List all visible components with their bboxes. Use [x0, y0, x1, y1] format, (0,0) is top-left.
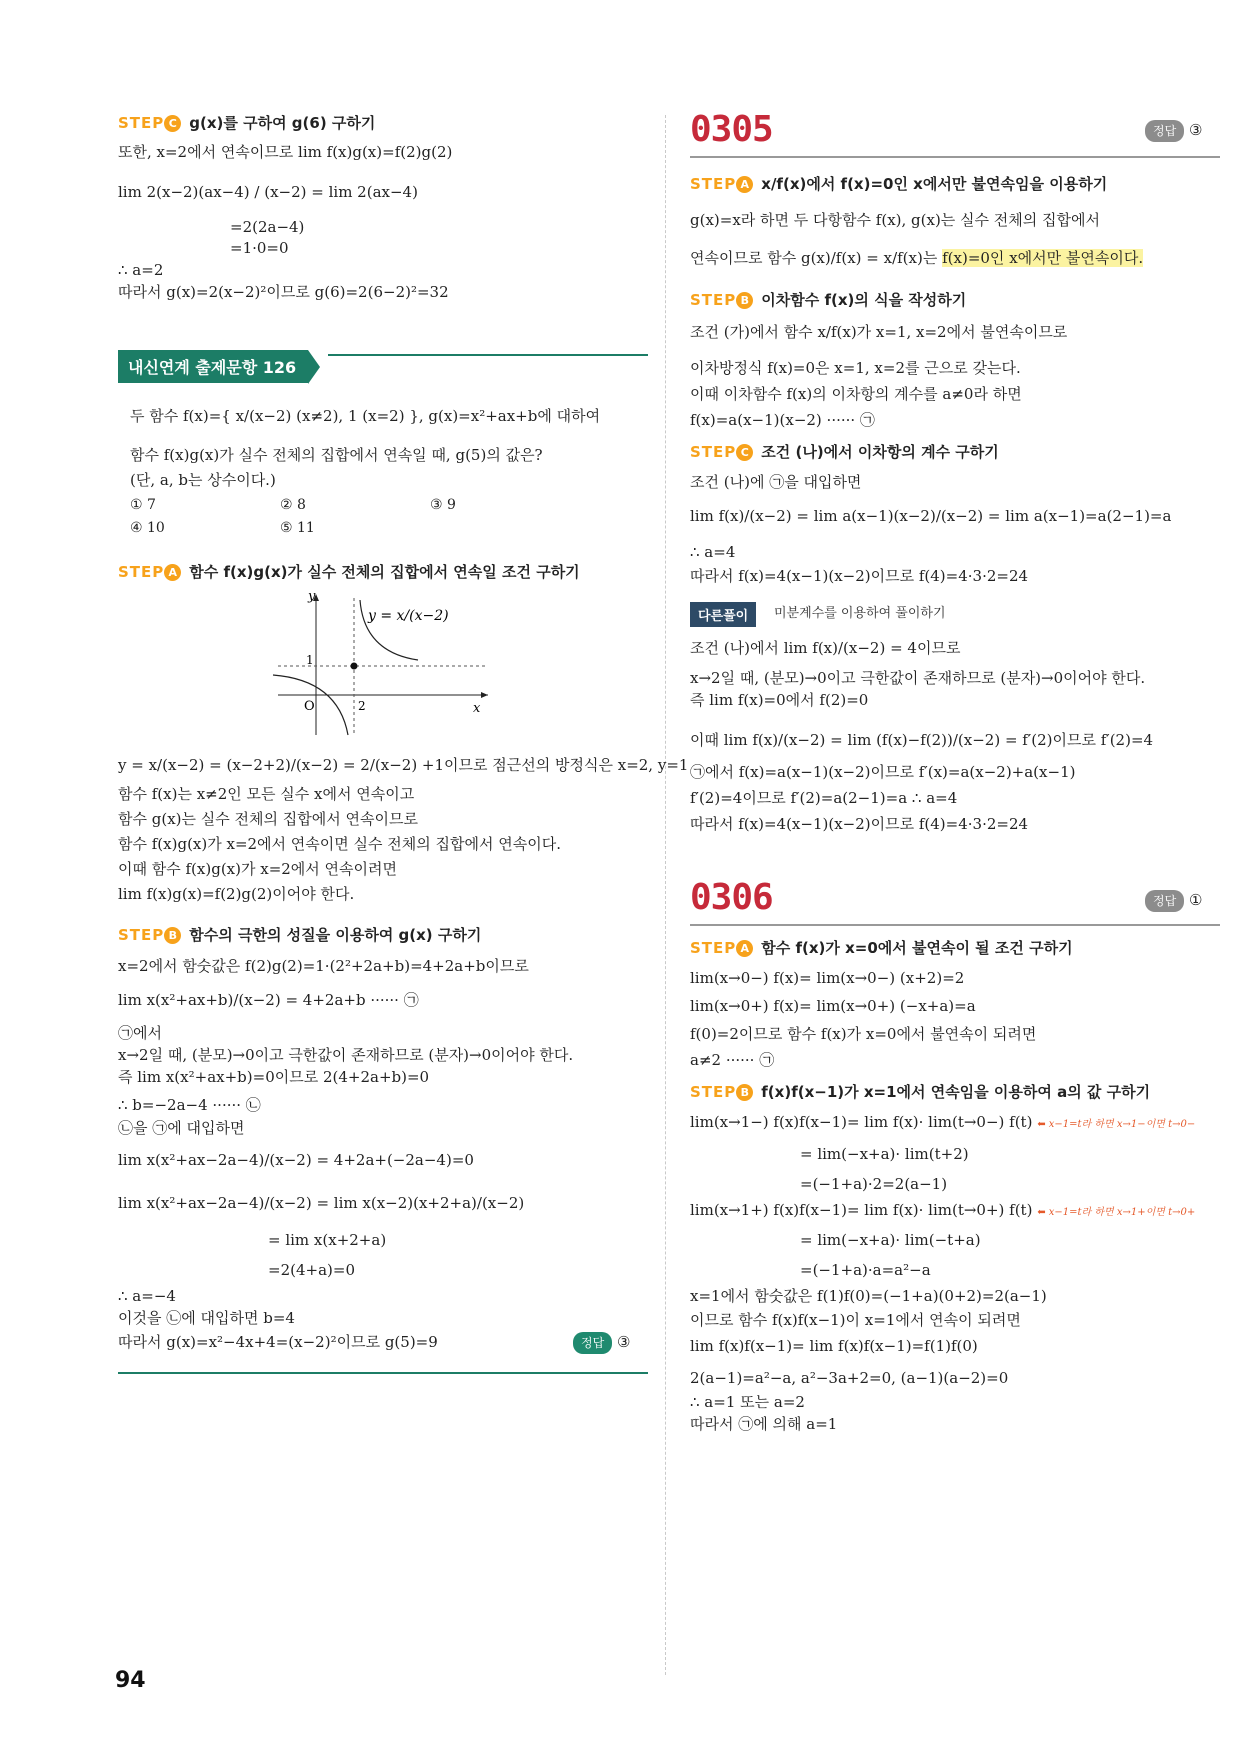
s-line-7: =(−1+a)·2=2(a−1) — [800, 1175, 948, 1193]
step-c-line-2: lim 2(x−2)(ax−4) / (x−2) = lim 2(ax−4) — [118, 183, 418, 201]
r-line-7: 조건 (나)에 ㉠을 대입하면 — [690, 473, 862, 491]
linked-problem-end-rule — [118, 1372, 648, 1374]
r-line-4: 이차방정식 f(x)=0은 x=1, x=2를 근으로 갖는다. — [690, 359, 1021, 377]
step-b-line-4: x→2일 때, (분모)→0이고 극한값이 존재하므로 (분자)→0이어야 한다. — [118, 1046, 574, 1064]
step-b-line-12: ∴ a=−4 — [118, 1287, 176, 1305]
step-b-line-7: ㉡을 ㉠에 대입하면 — [118, 1119, 245, 1137]
r-line-13: 즉 lim f(x)=0에서 f(2)=0 — [690, 691, 869, 709]
problem-0306-title: 0306 — [690, 877, 773, 918]
r-line-10: 따라서 f(x)=4(x−1)(x−2)이므로 f(4)=4·3·2=24 — [690, 567, 1029, 585]
r-line-9: ∴ a=4 — [690, 543, 736, 561]
s-line-16: 따라서 ㉠에 의해 a=1 — [690, 1415, 838, 1433]
step-b-line-5: 즉 lim x(x²+ax+b)=0이므로 2(4+2a+b)=0 — [118, 1068, 430, 1086]
problem-line-3: (단, a, b는 상수이다.) — [130, 471, 276, 489]
s-line-13: lim f(x)f(x−1)= lim f(x)f(x−1)=f(1)f(0) — [690, 1337, 978, 1355]
r-line-1: g(x)=x라 하면 두 다항함수 f(x), g(x)는 실수 전체의 집합에서 — [690, 211, 1101, 229]
problem-0306-answer: 정답 ① — [1145, 890, 1202, 912]
step-b-line-13: 이것을 ㉡에 대입하면 b=4 — [118, 1309, 295, 1327]
step-c-line-4: =1·0=0 — [230, 239, 289, 257]
r-line-12: x→2일 때, (분모)→0이고 극한값이 존재하므로 (분자)→0이어야 한다. — [690, 669, 1146, 687]
choice-1: ① 7 — [130, 497, 156, 513]
s-line-12: 이므로 함수 f(x)f(x−1)이 x=1에서 연속이 되려면 — [690, 1311, 1021, 1329]
step-c-line-3: =2(2a−4) — [230, 218, 305, 236]
r-line-3: 조건 (가)에서 함수 x/f(x)가 x=1, x=2에서 불연속이므로 — [690, 323, 1068, 341]
problem-0305-answer: 정답 ③ — [1145, 120, 1202, 142]
problem-line-2: 함수 f(x)g(x)가 실수 전체의 집합에서 연속일 때, g(5)의 값은? — [130, 446, 543, 464]
step-c-heading: STEP C g(x)를 구하여 g(6) 구하기 — [118, 114, 376, 132]
step-b-line-3: ㉠에서 — [118, 1024, 162, 1042]
linked-problem-title: 내신연계 출제문항 126 — [118, 350, 308, 383]
step-b-line-6: ∴ b=−2a−4 ······ ㉡ — [118, 1096, 261, 1114]
s-line-1: lim(x→0−) f(x)= lim(x→0−) (x+2)=2 — [690, 969, 965, 987]
step-a-line-2: 함수 f(x)는 x≠2인 모든 실수 x에서 연속이고 — [118, 785, 415, 803]
step-b-heading: STEP B 함수의 극한의 성질을 이용하여 g(x) 구하기 — [118, 926, 482, 944]
r-line-5: 이때 이차함수 f(x)의 이차항의 계수를 a≠0라 하면 — [690, 385, 1022, 403]
s-line-8: lim(x→1+) f(x)f(x−1)= lim f(x)· lim(t→0+) f(t) ⬅ x−1=t라 하면 x→1+이면 t→0+ — [690, 1201, 1196, 1219]
r-step-a-heading: STEP A x/f(x)에서 f(x)=0인 x에서만 불연속임을 이용하기 — [690, 175, 1108, 193]
problem-0305-title: 0305 — [690, 109, 773, 150]
s-line-2: lim(x→0+) f(x)= lim(x→0+) (−x+a)=a — [690, 997, 976, 1015]
s-step-b-heading: STEP B f(x)f(x−1)가 x=1에서 연속임을 이용하여 a의 값 구하기 — [690, 1083, 1151, 1101]
s-line-11: x=1에서 함숫값은 f(1)f(0)=(−1+a)(0+2)=2(a−1) — [690, 1287, 1047, 1305]
choice-3: ③ 9 — [430, 497, 456, 513]
highlight-phrase: f(x)=0인 x에서만 불연속이다. — [942, 249, 1144, 267]
r-line-16: f′(2)=4이므로 f′(2)=a(2−1)=a ∴ a=4 — [690, 789, 958, 807]
step-a-heading: STEP A 함수 f(x)g(x)가 실수 전체의 집합에서 연속일 조건 구하기 — [118, 563, 580, 581]
r-line-11: 조건 (나)에서 lim f(x)/(x−2) = 4이므로 — [690, 639, 961, 657]
problem-line-1: 두 함수 f(x)={ x/(x−2) (x≠2), 1 (x=2) }, g(x)=x²+ax+b에 대하여 — [130, 407, 601, 425]
problem-0306-rule — [690, 924, 1220, 926]
step-a-line-1: y = x/(x−2) = (x−2+2)/(x−2) = 2/(x−2) +1이므로 점근선의 방정식은 x=2, y=1 — [118, 756, 689, 774]
choice-2: ② 8 — [280, 497, 306, 513]
step-b-line-11: =2(4+a)=0 — [268, 1261, 355, 1279]
linked-problem-rule — [328, 354, 648, 356]
alt-solution-desc: 미분계수를 이용하여 풀이하기 — [774, 606, 946, 621]
step-a-line-3: 함수 g(x)는 실수 전체의 집합에서 연속이므로 — [118, 810, 418, 828]
step-a-line-5: 이때 함수 f(x)g(x)가 x=2에서 연속이려면 — [118, 860, 398, 878]
problem-0305-rule — [690, 156, 1220, 158]
s-line-6: = lim(−x+a)· lim(t+2) — [800, 1145, 969, 1163]
s-line-3: f(0)=2이므로 함수 f(x)가 x=0에서 불연속이 되려면 — [690, 1025, 1037, 1043]
r-line-14: 이때 lim f(x)/(x−2) = lim (f(x)−f(2))/(x−2) = f′(2)이므로 f′(2)=4 — [690, 731, 1154, 749]
origin-label: O — [304, 699, 315, 714]
step-b-line-2: lim x(x²+ax+b)/(x−2) = 4+2a+b ······ ㉠ — [118, 991, 419, 1009]
step-b-line-14: 따라서 g(x)=x²−4x+4=(x−2)²이므로 g(5)=9 — [118, 1333, 438, 1351]
alt-solution-label: 다른풀이 — [690, 602, 756, 627]
graph-label: y = x/(x−2) — [368, 608, 449, 624]
r-step-b-heading: STEP B 이차함수 f(x)의 식을 작성하기 — [690, 291, 967, 309]
answer-badge: 정답 ③ — [573, 1332, 630, 1354]
step-b-line-9: lim x(x²+ax−2a−4)/(x−2) = lim x(x−2)(x+2+a)/(x−2) — [118, 1194, 525, 1212]
hyperbola-graph — [268, 590, 498, 740]
y-axis-label: y — [308, 590, 316, 604]
choice-4: ④ 10 — [130, 520, 165, 536]
choice-5: ⑤ 11 — [280, 520, 315, 536]
r-line-17: 따라서 f(x)=4(x−1)(x−2)이므로 f(4)=4·3·2=24 — [690, 815, 1029, 833]
step-c-line-6: 따라서 g(x)=2(x−2)²이므로 g(6)=2(6−2)²=32 — [118, 283, 449, 301]
point-marker — [351, 663, 358, 670]
s-line-15: ∴ a=1 또는 a=2 — [690, 1393, 805, 1411]
page-number: 94 — [115, 1668, 146, 1693]
x-axis-label: x — [473, 701, 481, 716]
r-line-15: ㉠에서 f(x)=a(x−1)(x−2)이므로 f′(x)=a(x−2)+a(x−1) — [690, 763, 1076, 781]
s-line-10: =(−1+a)·a=a²−a — [800, 1261, 931, 1279]
step-c-line-5: ∴ a=2 — [118, 261, 164, 279]
step-b-line-8: lim x(x²+ax−2a−4)/(x−2) = 4+2a+(−2a−4)=0 — [118, 1151, 474, 1169]
column-divider — [665, 115, 666, 1675]
tick-2: 2 — [358, 699, 366, 713]
r-step-c-heading: STEP C 조건 (나)에서 이차항의 계수 구하기 — [690, 443, 999, 461]
substitution-note-2: ⬅ x−1=t라 하면 x→1+이면 t→0+ — [1037, 1207, 1196, 1218]
s-line-14: 2(a−1)=a²−a, a²−3a+2=0, (a−1)(a−2)=0 — [690, 1369, 1009, 1387]
step-c-line-1: 또한, x=2에서 연속이므로 lim f(x)g(x)=f(2)g(2) — [118, 143, 453, 161]
r-line-2: 연속이므로 함수 g(x)/f(x) = x/f(x)는 f(x)=0인 x에서만 불연속이다. — [690, 249, 1144, 267]
r-line-8: lim f(x)/(x−2) = lim a(x−1)(x−2)/(x−2) = lim a(x−1)=a(2−1)=a — [690, 507, 1172, 525]
tick-1: 1 — [306, 653, 314, 667]
step-a-line-4: 함수 f(x)g(x)가 x=2에서 연속이면 실수 전체의 집합에서 연속이다. — [118, 835, 561, 853]
step-b-line-1: x=2에서 함숫값은 f(2)g(2)=1·(2²+2a+b)=4+2a+b이므로 — [118, 957, 529, 975]
step-a-line-6: lim f(x)g(x)=f(2)g(2)이어야 한다. — [118, 885, 355, 903]
substitution-note-1: ⬅ x−1=t라 하면 x→1−이면 t→0− — [1037, 1119, 1196, 1130]
step-b-line-10: = lim x(x+2+a) — [268, 1231, 387, 1249]
r-line-6: f(x)=a(x−1)(x−2) ······ ㉠ — [690, 411, 875, 429]
s-line-5: lim(x→1−) f(x)f(x−1)= lim f(x)· lim(t→0−) f(t) ⬅ x−1=t라 하면 x→1−이면 t→0− — [690, 1113, 1196, 1131]
s-line-9: = lim(−x+a)· lim(−t+a) — [800, 1231, 981, 1249]
s-line-4: a≠2 ······ ㉠ — [690, 1051, 775, 1069]
s-step-a-heading: STEP A 함수 f(x)가 x=0에서 불연속이 될 조건 구하기 — [690, 939, 1073, 957]
